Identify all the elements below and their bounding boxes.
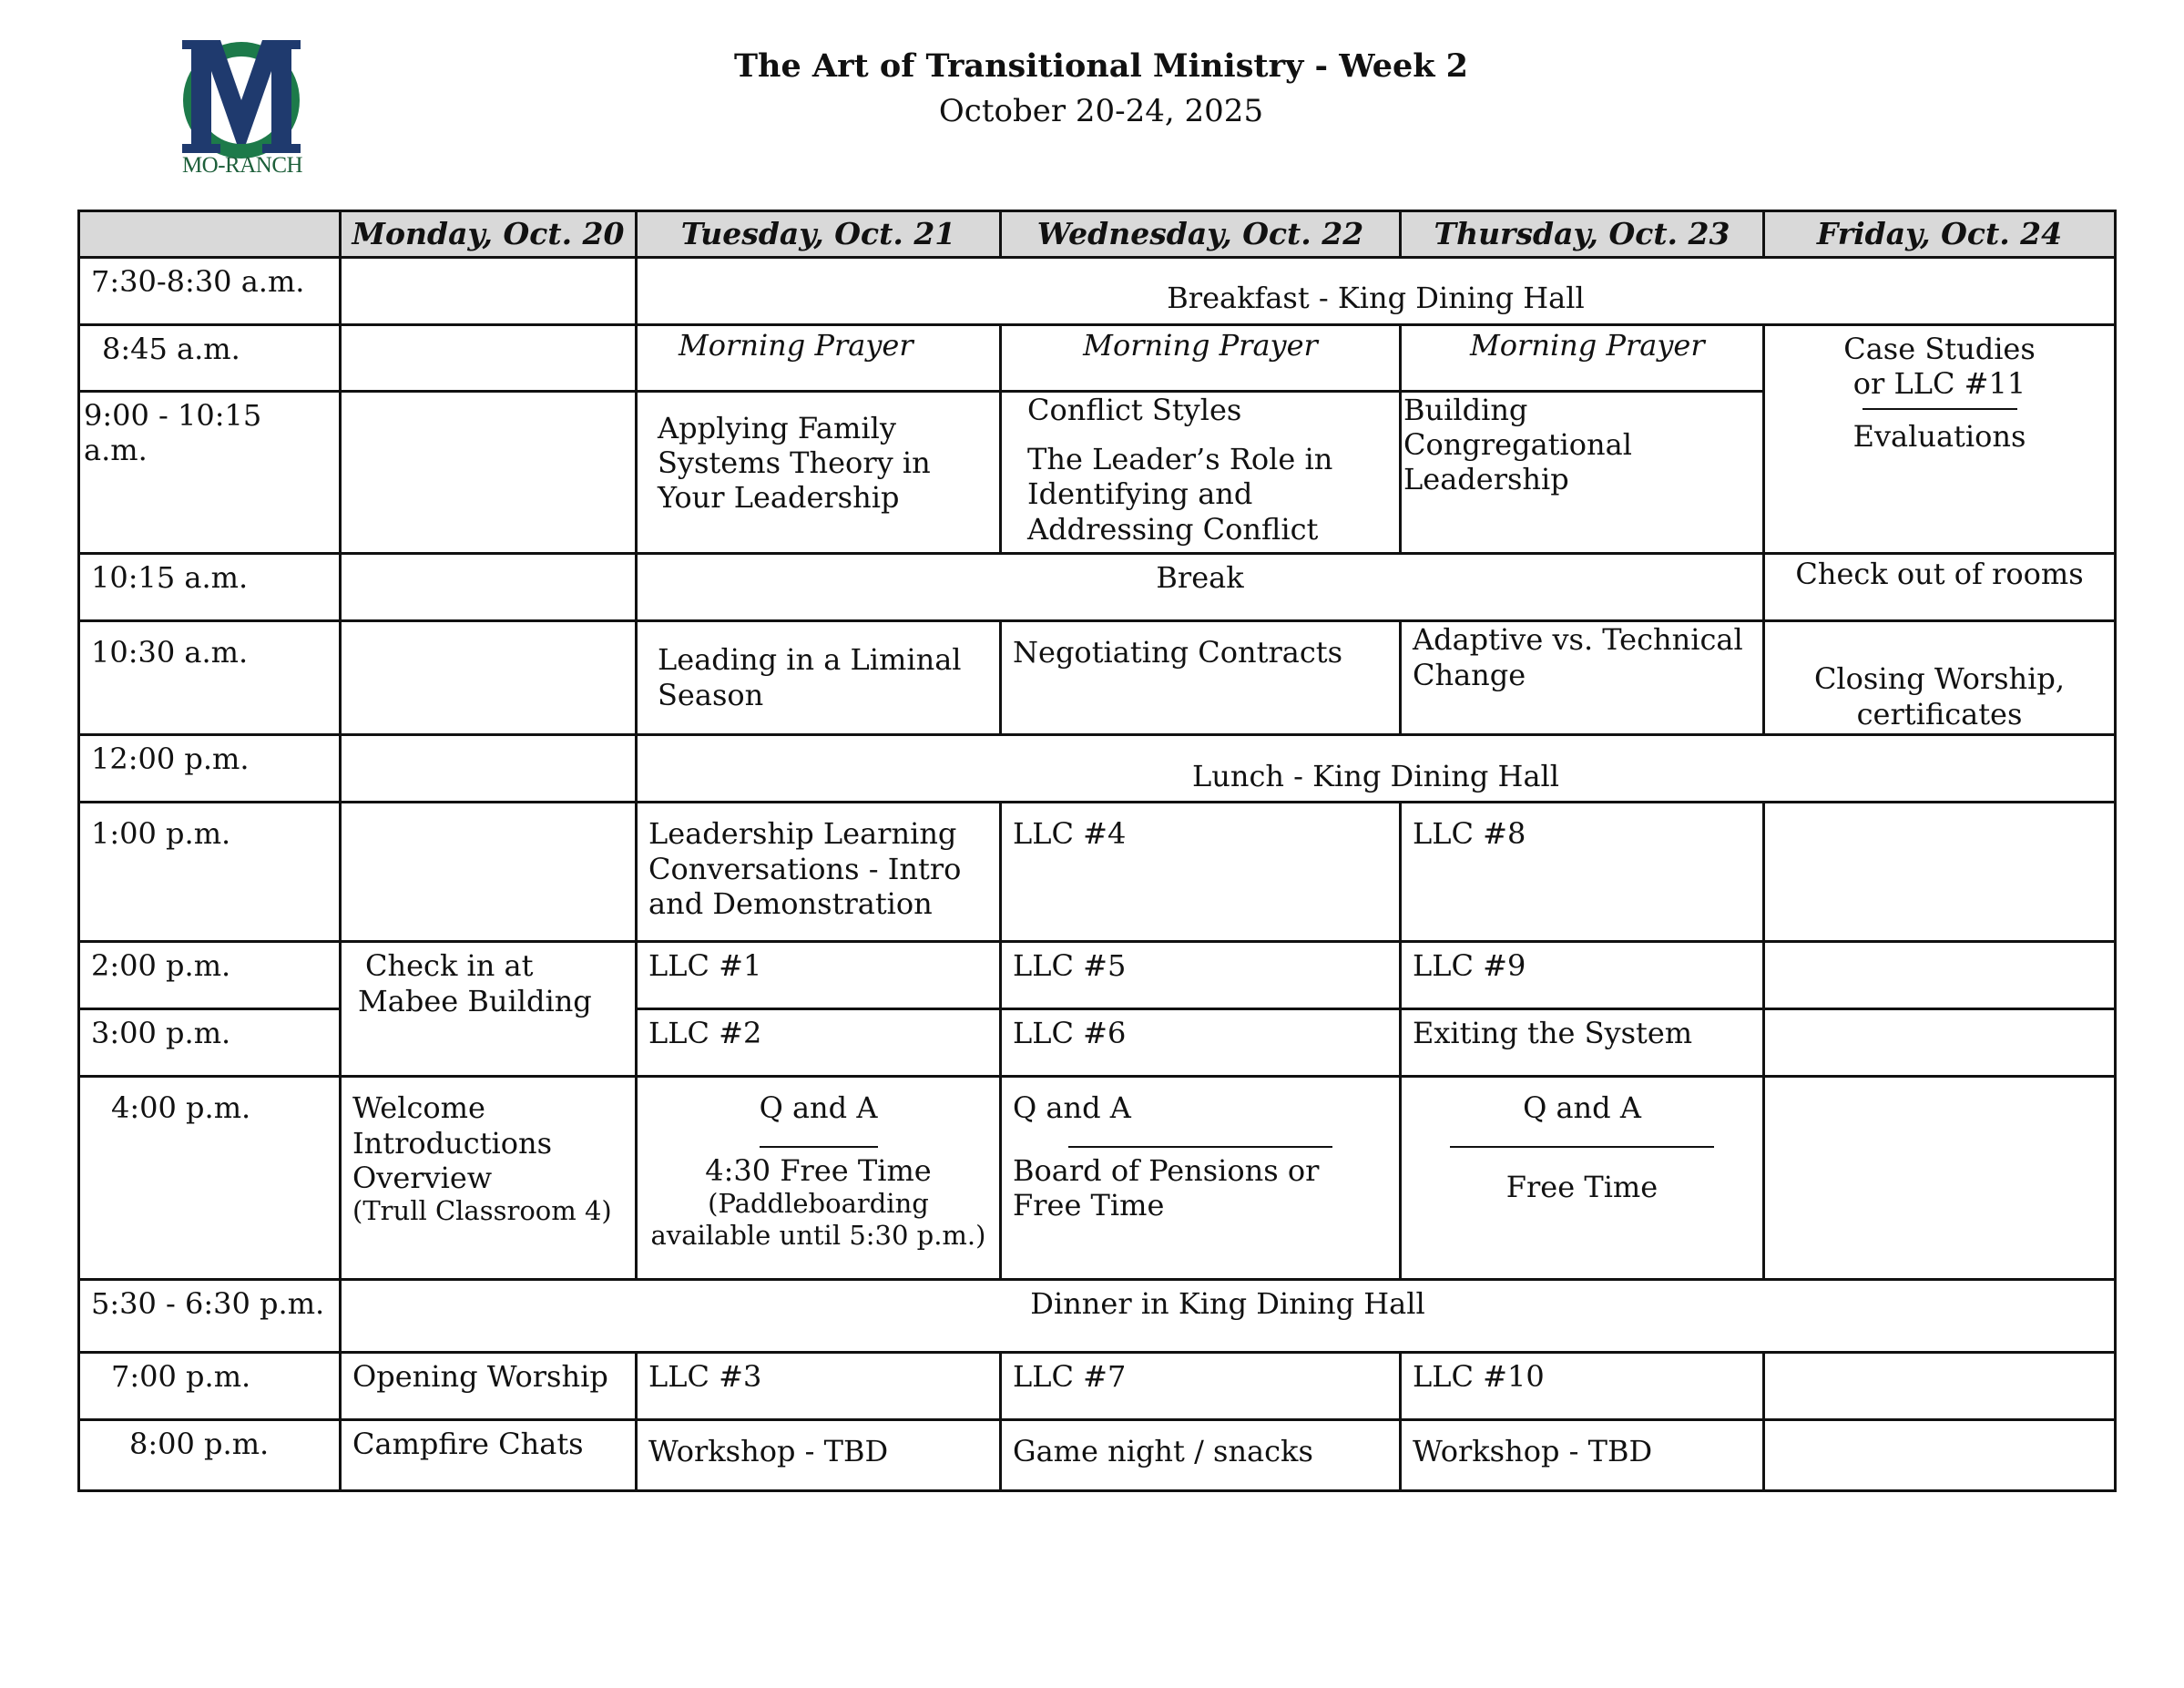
schedule-cell — [341, 621, 637, 735]
schedule-cell — [1401, 1077, 1764, 1280]
time-cell: 10:15 a.m. — [79, 554, 341, 621]
schedule-cell: LLC #9 — [1401, 942, 1764, 1009]
schedule-cell: LLC #2 — [637, 1009, 1001, 1077]
schedule-cell — [1401, 391, 1764, 554]
cell-line: Case Studies — [1843, 331, 2036, 366]
cell-line: Closing Worship, — [1813, 661, 2066, 697]
schedule-cell — [1764, 1009, 2116, 1077]
table-row — [79, 1077, 2116, 1280]
cell-line: or LLC #11 — [1852, 365, 2026, 401]
column-header-thursday: Thursday, Oct. 23 — [1401, 211, 1764, 258]
divider — [1450, 1146, 1714, 1148]
schedule-cell — [341, 554, 637, 621]
schedule-table — [77, 210, 2117, 1492]
page-title: The Art of Transitional Ministry - Week 2 — [733, 47, 1469, 85]
divider — [1068, 1146, 1332, 1148]
schedule-cell — [637, 391, 1001, 554]
schedule-cell — [1001, 1077, 1401, 1280]
cell-line: (Paddleboarding — [708, 1187, 929, 1219]
cell-line: Overview — [352, 1160, 493, 1195]
table-row — [79, 1420, 2116, 1491]
time-cell: 7:00 p.m. — [79, 1353, 341, 1420]
schedule-cell — [341, 735, 637, 803]
cell-line: Q and A — [1523, 1090, 1641, 1126]
column-header-friday: Friday, Oct. 24 — [1764, 211, 2116, 258]
table-row — [79, 554, 2116, 621]
schedule-cell: LLC #6 — [1001, 1009, 1401, 1077]
divider — [1863, 408, 2017, 410]
table-row — [79, 257, 2116, 324]
column-header-time — [79, 211, 341, 258]
table-row — [79, 803, 2116, 942]
cell-line: Leadership — [1403, 462, 1569, 497]
schedule-cell: Exiting the System — [1401, 1009, 1764, 1077]
cell-line: Q and A — [1013, 1090, 1131, 1126]
cell-line: (Trull Classroom 4) — [352, 1195, 612, 1227]
schedule-cell: Lunch - King Dining Hall — [637, 735, 2116, 803]
table-row — [79, 621, 2116, 735]
logo-wordmark: MO-RANCH — [181, 153, 303, 178]
page-dates: October 20-24, 2025 — [938, 93, 1264, 129]
header-row — [79, 211, 2116, 258]
schedule-cell: LLC #3 — [637, 1353, 1001, 1420]
cell-line: certificates — [1856, 696, 2023, 731]
schedule-cell — [341, 942, 637, 1077]
schedule-cell: Campfire Chats — [341, 1420, 637, 1491]
cell-line: Your Leadership — [658, 480, 900, 516]
cell-line: Systems Theory in — [658, 445, 931, 480]
cell-line: Check in at — [365, 948, 534, 984]
time-cell: 12:00 p.m. — [79, 735, 341, 803]
schedule-cell: LLC #5 — [1001, 942, 1401, 1009]
cell-line: Adaptive vs. Technical — [1413, 622, 1743, 658]
cell-line: Evaluations — [1852, 419, 2026, 455]
schedule-cell — [637, 1077, 1001, 1280]
schedule-cell: Morning Prayer — [637, 324, 1001, 391]
table-row — [79, 735, 2116, 803]
cell-line: Identifying and — [1027, 476, 1253, 512]
schedule-cell: LLC #1 — [637, 942, 1001, 1009]
schedule-cell: Negotiating Contracts — [1001, 621, 1401, 735]
time-cell: 8:45 a.m. — [79, 324, 341, 391]
cell-line: Conversations - Intro — [648, 851, 962, 886]
cell-line: Leadership Learning — [648, 816, 957, 852]
schedule-cell: Morning Prayer — [1401, 324, 1764, 391]
schedule-cell — [341, 1077, 637, 1280]
cell-line: Free Time — [1013, 1187, 1165, 1223]
cell-line: and Demonstration — [648, 885, 933, 921]
column-header-monday: Monday, Oct. 20 — [341, 211, 637, 258]
schedule-cell: Break — [637, 554, 1764, 621]
schedule-cell — [1764, 1353, 2116, 1420]
schedule-cell: LLC #10 — [1401, 1353, 1764, 1420]
schedule-cell: LLC #7 — [1001, 1353, 1401, 1420]
time-cell: 4:00 p.m. — [79, 1077, 341, 1280]
cell-line: 4:30 Free Time — [705, 1152, 932, 1188]
table-row — [79, 1280, 2116, 1353]
cell-line: Welcome — [352, 1090, 485, 1126]
cell-line: available until 5:30 p.m.) — [650, 1219, 986, 1251]
cell-line: Applying Family — [658, 410, 896, 445]
schedule-cell: Workshop - TBD — [637, 1420, 1001, 1491]
schedule-cell — [341, 803, 637, 942]
time-cell: 8:00 p.m. — [79, 1420, 341, 1491]
cell-line: Conflict Styles — [1027, 392, 1242, 427]
schedule-cell: Opening Worship — [341, 1353, 637, 1420]
cell-line: Addressing Conflict — [1027, 511, 1319, 547]
cell-line: Introductions — [352, 1125, 553, 1161]
schedule-cell — [1764, 324, 2116, 554]
schedule-cell — [1764, 1420, 2116, 1491]
schedule-cell — [341, 324, 637, 391]
schedule-cell — [1764, 942, 2116, 1009]
schedule-cell: Breakfast - King Dining Hall — [637, 257, 2116, 324]
cell-line: The Leader’s Role in — [1027, 441, 1333, 476]
time-cell: 2:00 p.m. — [79, 942, 341, 1009]
schedule-cell: Workshop - TBD — [1401, 1420, 1764, 1491]
cell-line: Change — [1413, 657, 1526, 692]
schedule-cell — [1764, 621, 2116, 735]
schedule-cell — [1401, 621, 1764, 735]
schedule-cell — [341, 391, 637, 554]
column-header-wednesday: Wednesday, Oct. 22 — [1001, 211, 1401, 258]
table-row — [79, 1353, 2116, 1420]
schedule-cell: Dinner in King Dining Hall — [341, 1280, 2116, 1353]
cell-line: Leading in a Liminal — [658, 642, 962, 678]
table-row — [79, 324, 2116, 391]
time-cell: 9:00 - 10:15 a.m. — [79, 391, 341, 554]
schedule-cell — [1764, 1077, 2116, 1280]
time-cell: 3:00 p.m. — [79, 1009, 341, 1077]
cell-line: Season — [658, 677, 764, 712]
cell-line: Free Time — [1505, 1169, 1658, 1204]
schedule-cell: Game night / snacks — [1001, 1420, 1401, 1491]
time-cell: 1:00 p.m. — [79, 803, 341, 942]
cell-line: Mabee Building — [358, 983, 592, 1018]
schedule-cell: LLC #8 — [1401, 803, 1764, 942]
cell-line: Building Congregational — [1403, 392, 1632, 462]
schedule-cell — [341, 257, 637, 324]
schedule-cell: Morning Prayer — [1001, 324, 1401, 391]
schedule-cell — [637, 621, 1001, 735]
schedule-cell — [637, 803, 1001, 942]
time-cell: 10:30 a.m. — [79, 621, 341, 735]
time-cell: 5:30 - 6:30 p.m. — [79, 1280, 341, 1353]
table-row — [79, 942, 2116, 1009]
cell-line: Board of Pensions or — [1013, 1152, 1320, 1188]
schedule-cell: Check out of rooms — [1764, 554, 2116, 621]
time-cell: 7:30-8:30 a.m. — [79, 257, 341, 324]
divider — [760, 1146, 878, 1148]
column-header-tuesday: Tuesday, Oct. 21 — [637, 211, 1001, 258]
schedule-cell — [1764, 803, 2116, 942]
schedule-cell: LLC #4 — [1001, 803, 1401, 942]
cell-line: Q and A — [759, 1090, 878, 1126]
schedule-cell — [1001, 391, 1401, 554]
